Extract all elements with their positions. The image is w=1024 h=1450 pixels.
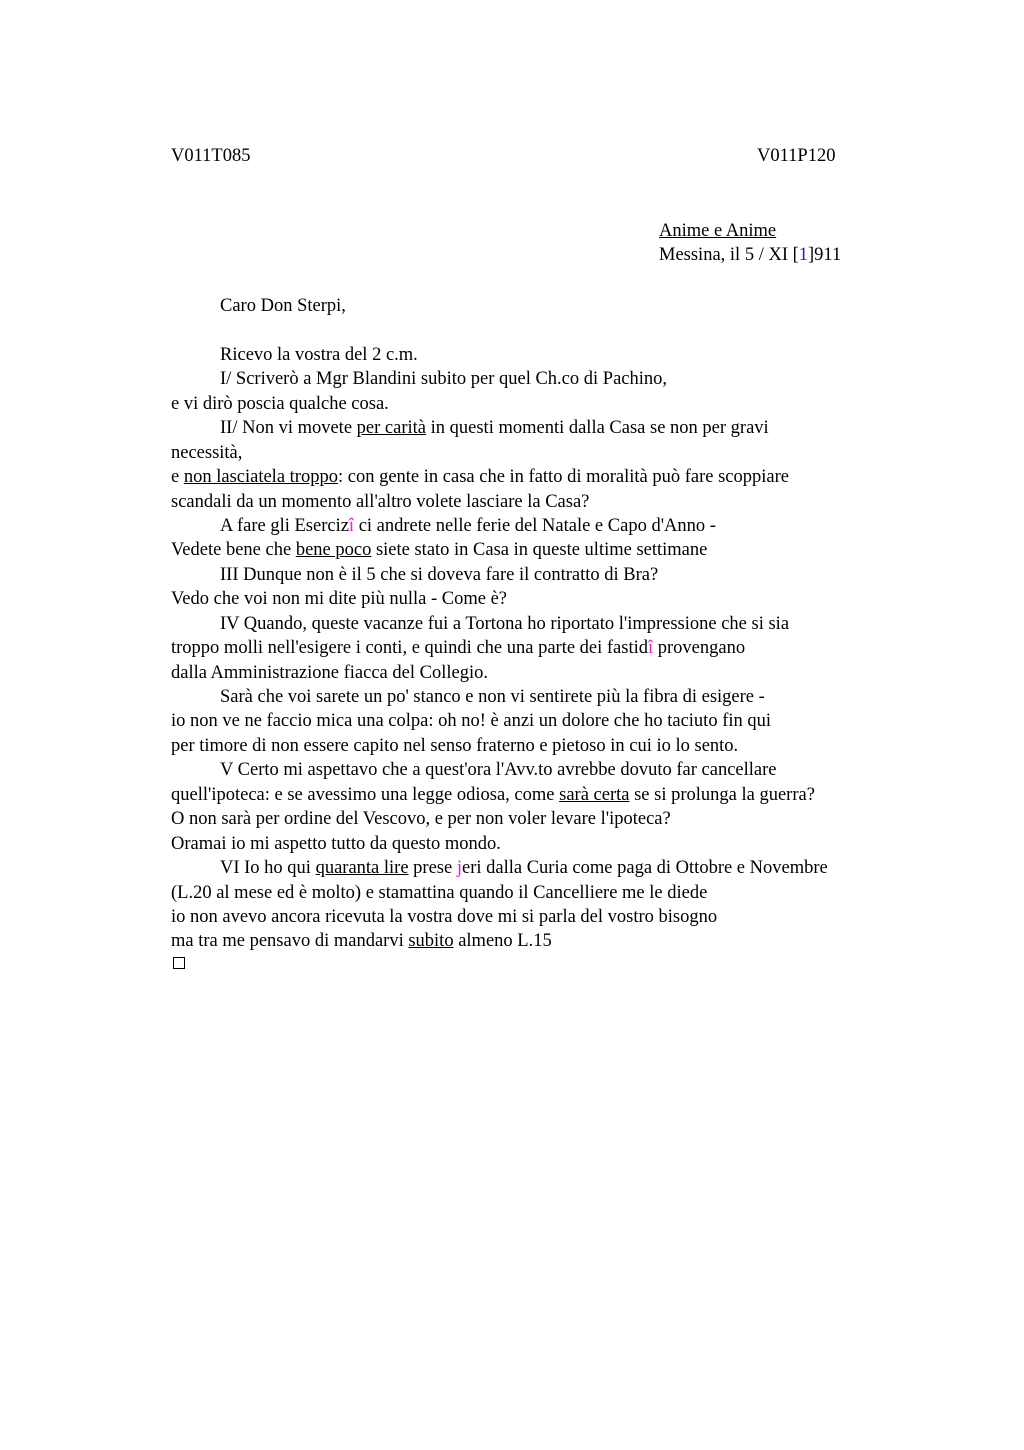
place-date-prefix: Messina, il 5 / XI [ xyxy=(659,245,799,265)
text-run: : con gente in casa che in fatto di moralità può fare scoppiare xyxy=(337,467,789,487)
editorial-mark: j xyxy=(456,858,462,878)
letter-line: IV Quando, queste vacanze fui a Tortona ho riportato l'impressione che si sia xyxy=(220,614,790,634)
letter-place-date xyxy=(659,245,841,266)
editorial-mark: î xyxy=(648,638,654,658)
text-run: se si prolunga la guerra? xyxy=(629,785,815,805)
letter-line xyxy=(220,856,828,880)
letter-line: dalla Amministrazione fiacca del Collegio. xyxy=(171,663,488,683)
letter-line: per timore di non essere capito nel senso fraterno e pietoso in cui io lo sento. xyxy=(171,736,739,756)
text-run: ma tra me pensavo di mandarvi xyxy=(171,931,409,951)
letter-line: io non ve ne faccio mica una colpa: oh no! è anzi un dolore che ho taciuto fin qui xyxy=(171,711,772,731)
letter-line: Oramai io mi aspetto tutto da questo mondo. xyxy=(171,834,501,854)
text-run: provengano xyxy=(653,638,746,658)
letter-line xyxy=(171,465,789,489)
letter-line xyxy=(171,783,815,807)
letter-line: Ricevo la vostra del 2 c.m. xyxy=(220,345,418,365)
underlined-text: per carità xyxy=(356,418,426,438)
underlined-text: non lasciatela troppo xyxy=(183,467,338,487)
letter-line xyxy=(220,514,716,538)
text-run: troppo molli nell'esigere i conti, e quindi che una parte dei fastid xyxy=(171,638,648,658)
document-code-left: V011T085 xyxy=(171,146,251,166)
letter-line: (L.20 al mese ed è molto) e stamattina quando il Cancelliere me le diede xyxy=(171,883,708,903)
text-run: VI Io ho qui xyxy=(220,858,316,878)
letter-line xyxy=(171,636,745,660)
text-run: in questi momenti dalla Casa se non per gravi xyxy=(426,418,769,438)
letter-line: Vedo che voi non mi dite più nulla - Come è? xyxy=(171,589,508,609)
place-date-editorial-digit: 1 xyxy=(798,245,809,265)
text-run: ci andrete nelle ferie del Natale e Capo d'Anno - xyxy=(354,516,716,536)
underlined-text: sarà certa xyxy=(559,785,630,805)
place-date-suffix: ]911 xyxy=(808,245,842,265)
text-run: II/ Non vi movete xyxy=(220,418,357,438)
letter-line: I/ Scriverò a Mgr Blandini subito per quel Ch.co di Pachino, xyxy=(220,369,668,389)
letter-line: V Certo mi aspettavo che a quest'ora l'Avv.to avrebbe dovuto far cancellare xyxy=(220,760,777,780)
letter-line xyxy=(171,538,707,562)
letter-line: necessità, xyxy=(171,443,243,463)
letter-line: O non sarà per ordine del Vescovo, e per non voler levare l'ipoteca? xyxy=(171,809,671,829)
text-run: A fare gli Eserciz xyxy=(220,516,349,536)
square-box-icon xyxy=(173,957,185,969)
text-run: almeno L.15 xyxy=(453,931,552,951)
text-run: quell'ipoteca: e se avessimo una legge odiosa, come xyxy=(171,785,560,805)
document-code-right: V011P120 xyxy=(757,146,836,166)
letter-line: io non avevo ancora ricevuta la vostra dove mi si parla del vostro bisogno xyxy=(171,907,718,927)
text-run: eri dalla Curia come paga di Ottobre e Novembre xyxy=(461,858,828,878)
letter-line xyxy=(171,929,552,953)
underlined-text: bene poco xyxy=(295,540,372,560)
letter-line: Sarà che voi sarete un po' stanco e non vi sentirete più la fibra di esigere - xyxy=(220,687,765,707)
letter-motto: Anime e Anime xyxy=(659,221,777,241)
underlined-text: subito xyxy=(408,931,454,951)
text-run: e xyxy=(171,467,184,487)
text-run: Vedete bene che xyxy=(171,540,296,560)
underlined-text: quaranta lire xyxy=(315,858,409,878)
letter-line xyxy=(220,416,769,440)
letter-line: scandali da un momento all'altro volete lasciare la Casa? xyxy=(171,492,590,512)
text-run: prese xyxy=(408,858,457,878)
letter-salutation: Caro Don Sterpi, xyxy=(220,296,346,316)
text-run: siete stato in Casa in queste ultime settimane xyxy=(371,540,708,560)
letter-line: e vi dirò poscia qualche cosa. xyxy=(171,394,389,414)
editorial-mark: î xyxy=(348,516,355,536)
letter-line: III Dunque non è il 5 che si doveva fare il contratto di Bra? xyxy=(220,565,659,585)
